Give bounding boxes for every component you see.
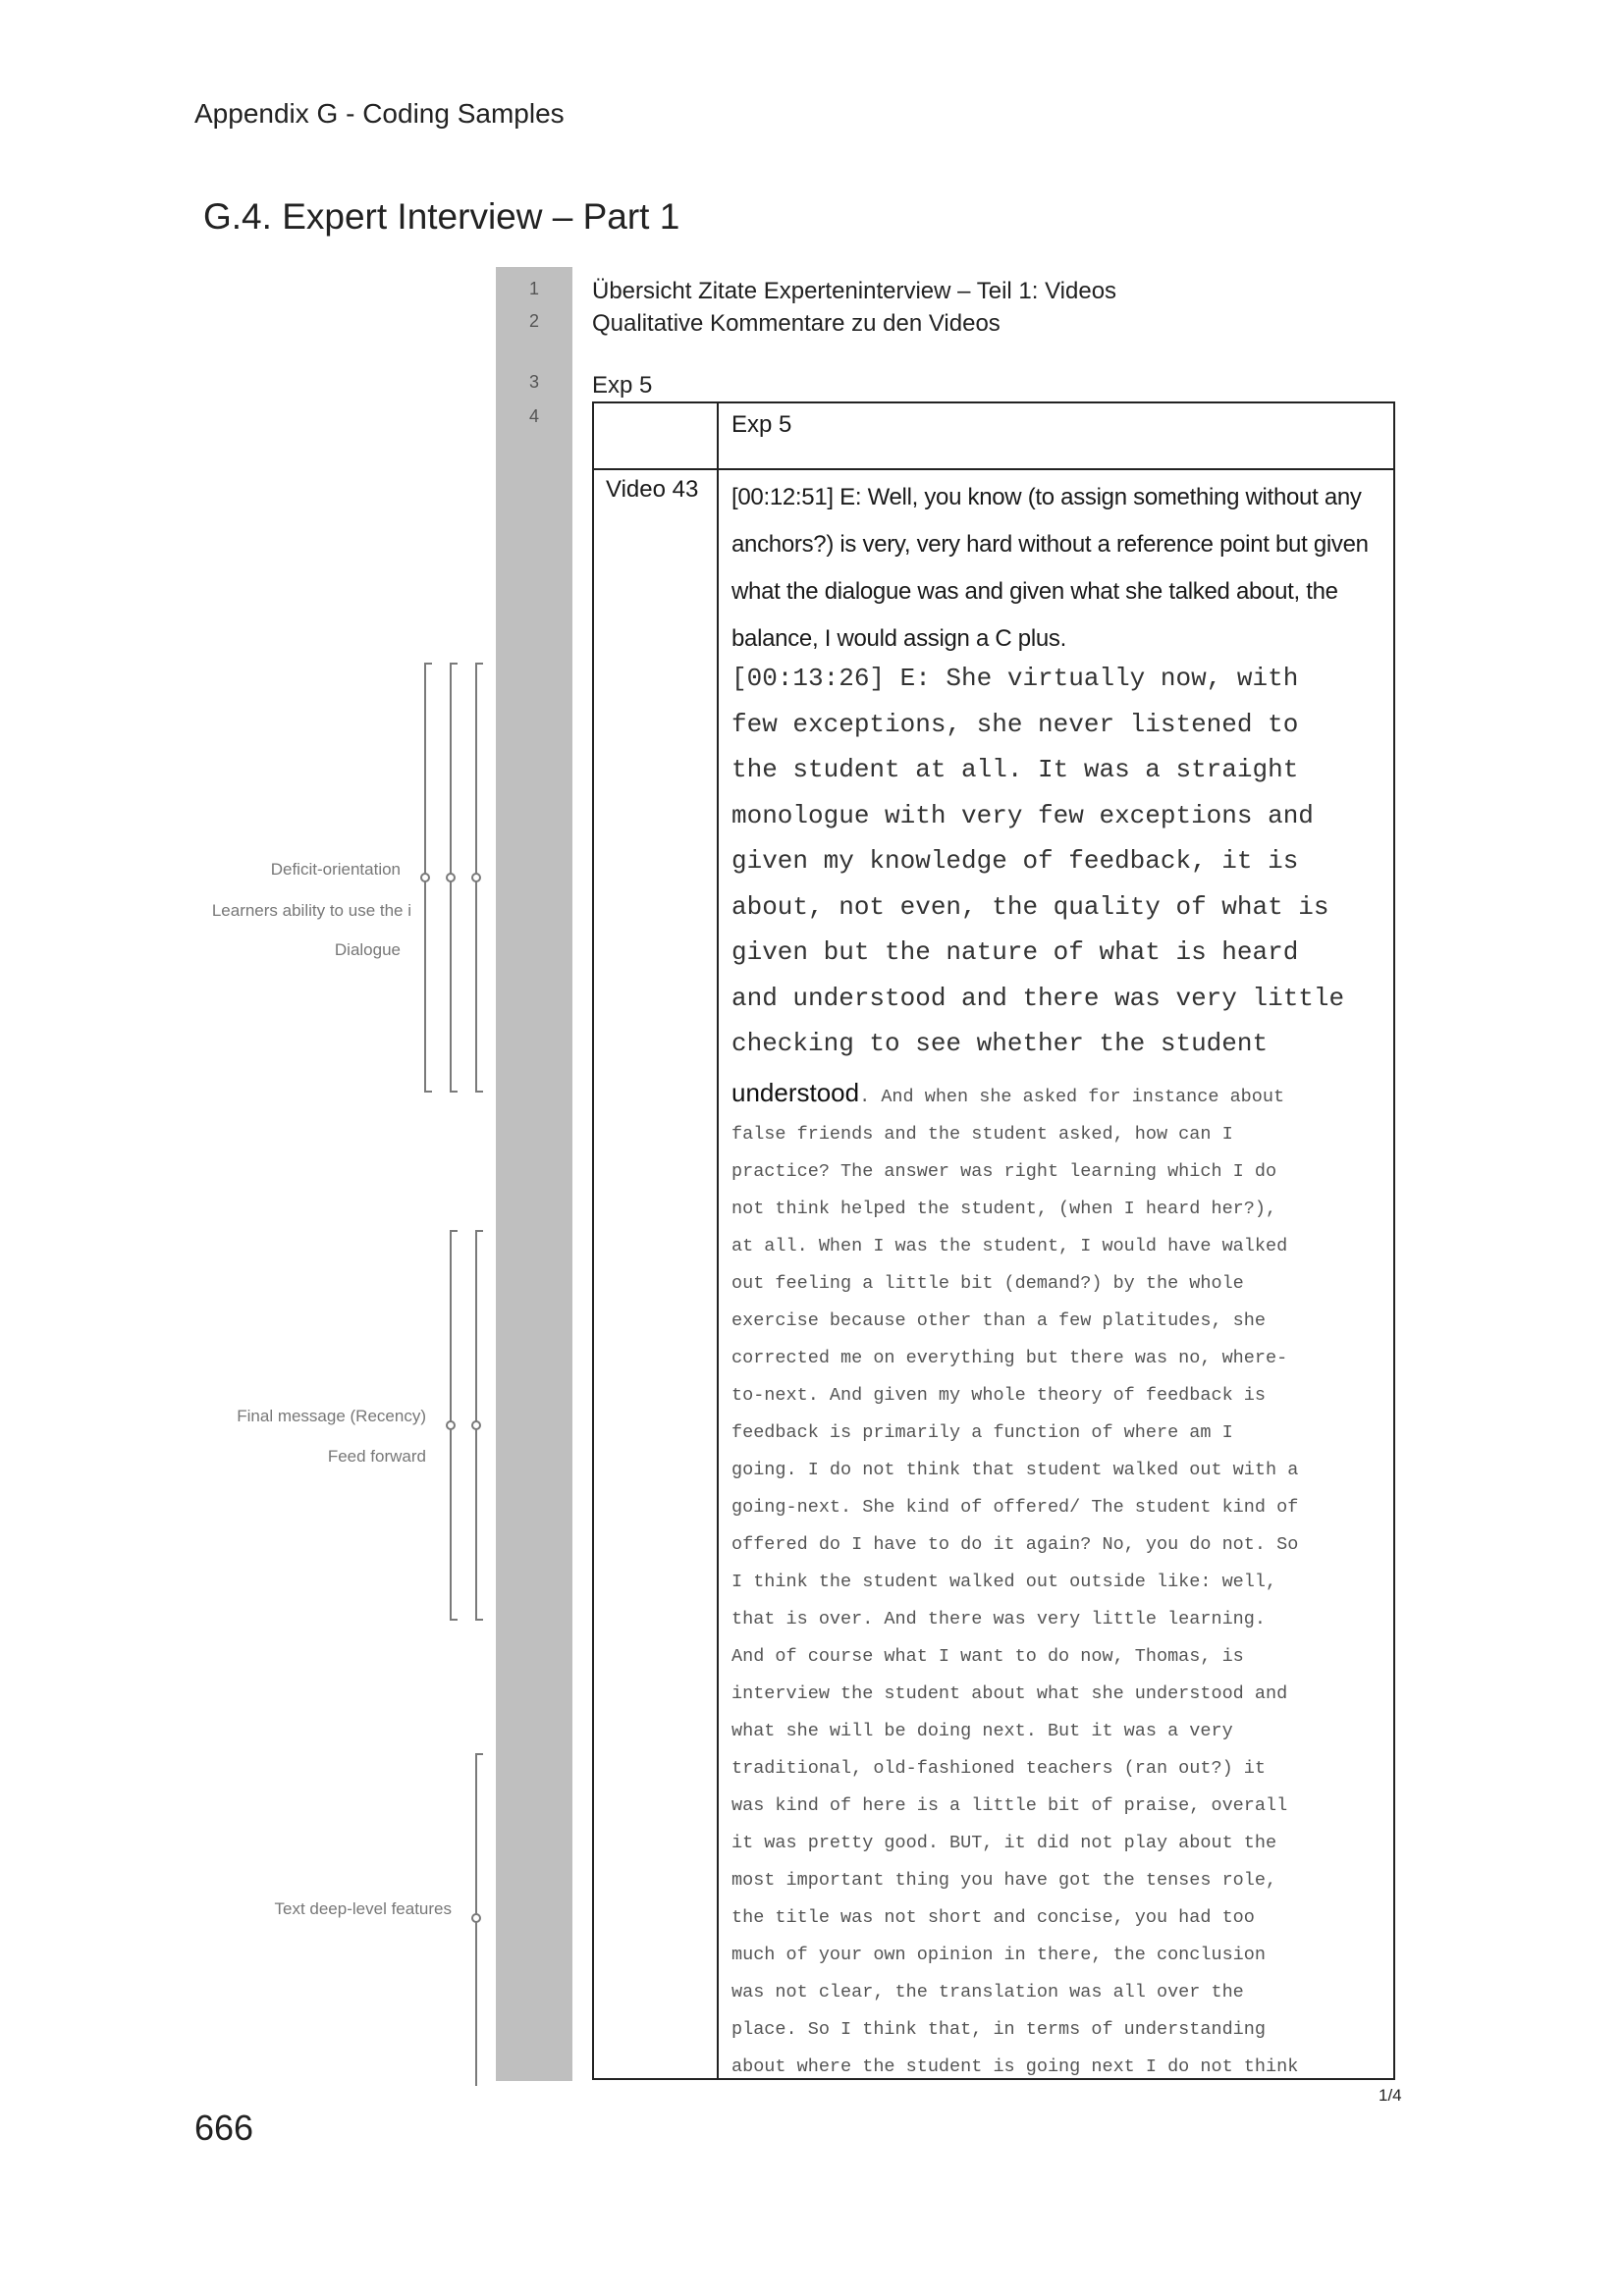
quote-line: given but the nature of what is heard [731, 937, 1299, 967]
quote-line: place. So I think that, in terms of understanding [731, 2019, 1266, 2040]
bracket-connector [472, 1914, 480, 1922]
quote-table [592, 401, 1395, 2080]
quote-paragraph-1: [00:12:51] E: Well, you know (to assign something without any anchors?) is very, very hard without a reference point but given what the dialogue was and given what she talked about, the balance, I would assign a C plus. [731, 484, 1369, 652]
bracket-connector [472, 874, 480, 881]
quote-line: was kind of here is a little bit of praise, overall [731, 1795, 1288, 1816]
table-row-label: Video 43 [606, 476, 699, 503]
section-title: G.4. Expert Interview – Part 1 [203, 196, 680, 237]
document-page-fraction: 1/4 [1379, 2086, 1402, 2105]
quote-line: and understood and there was very little [731, 983, 1345, 1013]
quote-line: I think the student walked out outside like: well, [731, 1572, 1277, 1592]
quote-line: false friends and the student asked, how can I [731, 1124, 1233, 1145]
quote-line: going. I do not think that student walked out with a [731, 1460, 1299, 1480]
bracket-connector [421, 874, 429, 881]
quote-line: few exceptions, she never listened to [731, 709, 1299, 739]
line-number: 3 [528, 372, 539, 392]
quote-line: out feeling a little bit (demand?) by the whole [731, 1273, 1244, 1294]
quote-line: that is over. And there was very little learning. [731, 1609, 1266, 1629]
expert-label: Exp 5 [592, 372, 653, 399]
page-number: 666 [194, 2108, 254, 2148]
quote-line: the student at all. It was a straight [731, 755, 1299, 784]
bracket-connector [447, 874, 455, 881]
code-label: Feed forward [327, 1447, 426, 1466]
table-column-header: Exp 5 [731, 411, 792, 438]
line-number: 1 [528, 279, 539, 298]
quote-line: most important thing you have got the tenses role, [731, 1870, 1277, 1891]
quote-line: going-next. She kind of offered/ The student kind of [731, 1497, 1299, 1518]
quote-line: feedback is primarily a function of where am I [731, 1422, 1233, 1443]
line-number: 4 [528, 406, 539, 426]
line-number: 2 [528, 311, 539, 331]
quote-line [731, 1074, 1391, 1116]
quote-line: to-next. And given my whole theory of feedback is [731, 1385, 1266, 1406]
quote-line: about, not even, the quality of what is [731, 891, 1329, 922]
quote-line: what she will be doing next. But it was a very [731, 1721, 1233, 1741]
code-label: Dialogue [334, 940, 401, 959]
quote-paragraph-2 [731, 656, 1391, 1067]
coding-brackets [0, 0, 589, 2296]
quote-line: about where the student is going next I do not think [731, 2056, 1299, 2077]
understood-word: understood [731, 1078, 860, 1107]
code-label: Text deep-level features [274, 1899, 452, 1918]
quote-line: [00:13:26] E: She virtually now, with [731, 664, 1299, 693]
quote-line-tail: . And when she asked for instance about [859, 1087, 1285, 1107]
quote-line: it was pretty good. BUT, it did not play about the [731, 1833, 1277, 1853]
quote-line: monologue with very few exceptions and [731, 800, 1314, 830]
quote-line: was not clear, the translation was all over the [731, 1982, 1244, 2002]
quote-line: exercise because other than a few platitudes, she [731, 1310, 1266, 1331]
quote-line: corrected me on everything but there was no, where- [731, 1348, 1288, 1368]
quote-line: at all. When I was the student, I would have walked [731, 1236, 1288, 1256]
quote-line: given my knowledge of feedback, it is [731, 846, 1299, 876]
quote-line: interview the student about what she understood and [731, 1683, 1288, 1704]
quote-line: not think helped the student, (when I heard her?), [731, 1199, 1277, 1219]
quote-line: offered do I have to do it again? No, you do not. So [731, 1534, 1299, 1555]
quote-line: practice? The answer was right learning which I do [731, 1161, 1277, 1182]
bracket-connector [472, 1421, 480, 1429]
quote-line: much of your own opinion in there, the conclusion [731, 1945, 1266, 1965]
table-column-divider [717, 403, 719, 2078]
document-subtitle: Qualitative Kommentare zu den Videos [592, 310, 1001, 337]
code-label: Final message (Recency) [237, 1407, 426, 1425]
quote-line: And of course what I want to do now, Thomas, is [731, 1646, 1244, 1667]
quote-line: checking to see whether the student [731, 1029, 1269, 1058]
code-label: Learners ability to use the i [211, 901, 411, 920]
table-header-divider [594, 468, 1393, 470]
quote-line: traditional, old-fashioned teachers (ran out?) it [731, 1758, 1266, 1779]
quote-paragraph-2-continued [731, 1074, 1391, 2086]
quote-line: the title was not short and concise, you had too [731, 1907, 1255, 1928]
running-header: Appendix G - Coding Samples [194, 98, 565, 129]
bracket-connector [447, 1421, 455, 1429]
code-label: Deficit-orientation [270, 860, 401, 879]
document-title: Übersicht Zitate Experteninterview – Teil 1: Videos [592, 278, 1117, 304]
